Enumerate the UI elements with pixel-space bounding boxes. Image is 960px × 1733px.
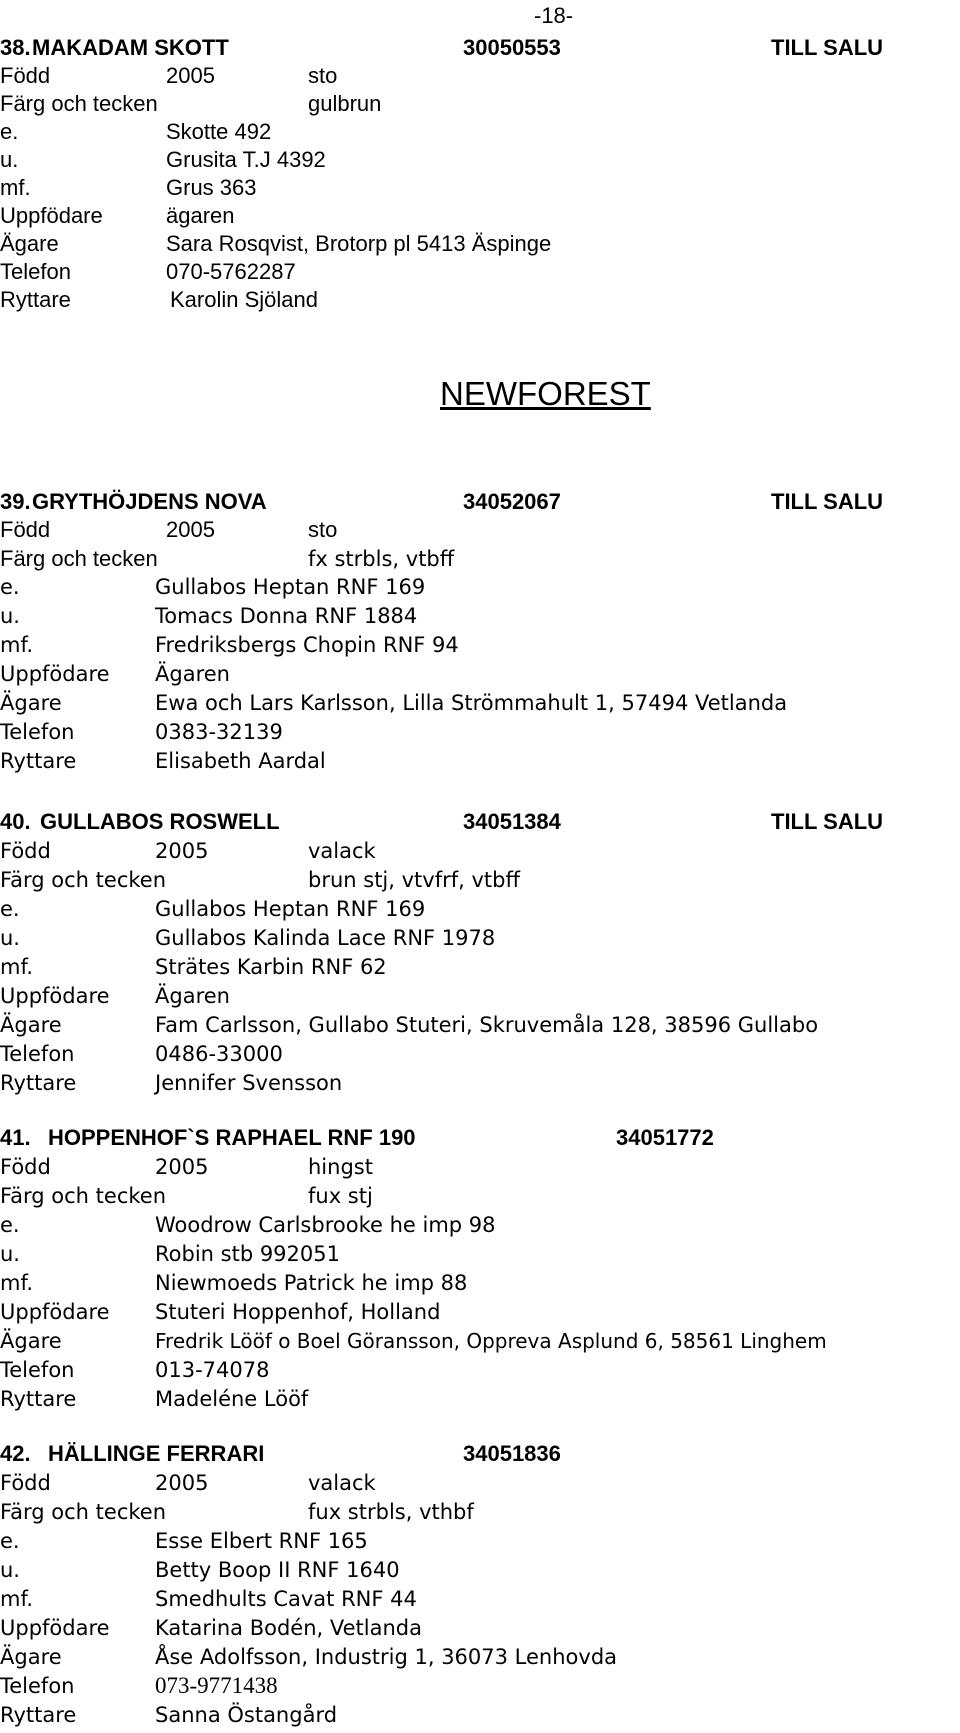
entry-number: 39.	[0, 489, 31, 514]
horse-name: HÄLLINGE FERRARI	[48, 1441, 265, 1466]
color-label: Färg och tecken	[0, 1184, 167, 1208]
rider-value: Madeléne Lööf	[155, 1387, 309, 1411]
breeder-value: Ägaren	[155, 662, 230, 686]
sex: valack	[308, 839, 376, 863]
registration-number: 34051836	[463, 1441, 561, 1466]
rider-label: Ryttare	[0, 749, 77, 773]
color-label: Färg och tecken	[0, 1500, 167, 1524]
horse-name: HOPPENHOF`S RAPHAEL RNF 190	[48, 1125, 416, 1150]
phone-value: 013-74078	[155, 1358, 270, 1382]
maternal-sire-label: mf.	[0, 1271, 33, 1295]
born-year: 2005	[155, 1155, 209, 1179]
dam-value: Robin stb 992051	[155, 1242, 340, 1266]
owner-label: Ägare	[0, 1329, 62, 1353]
phone-value: 070-5762287	[166, 259, 296, 284]
registration-number: 34052067	[463, 489, 561, 514]
rider-value: Karolin Sjöland	[170, 287, 318, 312]
sire-label: e.	[0, 1529, 20, 1553]
breeder-value: ägaren	[166, 203, 235, 228]
entry-number: 38.	[0, 35, 31, 60]
maternal-sire-label: mf.	[0, 633, 33, 657]
entry-number: 42.	[0, 1441, 31, 1466]
entry-number: 41.	[0, 1125, 31, 1150]
sale-status: TILL SALU	[771, 489, 884, 514]
sire-value: Woodrow Carlsbrooke he imp 98	[155, 1213, 496, 1237]
breeder-label: Uppfödare	[0, 662, 110, 686]
rider-label: Ryttare	[0, 287, 71, 312]
dam-label: u.	[0, 1242, 20, 1266]
breeder-label: Uppfödare	[0, 1300, 110, 1324]
maternal-sire-value: Niewmoeds Patrick he imp 88	[155, 1271, 468, 1295]
color-value: fx strbls, vtbff	[308, 547, 455, 571]
rider-value: Elisabeth Aardal	[155, 749, 326, 773]
owner-value: Fam Carlsson, Gullabo Stuteri, Skruvemåla 128, 38596 Gullabo	[155, 1013, 819, 1037]
registration-number: 34051772	[616, 1125, 714, 1150]
sire-label: e.	[0, 119, 19, 144]
color-value: gulbrun	[308, 91, 382, 116]
maternal-sire-value: Smedhults Cavat RNF 44	[155, 1587, 417, 1611]
sire-value: Skotte 492	[166, 119, 272, 144]
maternal-sire-value: Strätes Karbin RNF 62	[155, 955, 387, 979]
rider-value: Sanna Östangård	[155, 1703, 338, 1727]
color-value: fux stj	[308, 1184, 373, 1208]
owner-label: Ägare	[0, 1645, 62, 1669]
breeder-label: Uppfödare	[0, 203, 103, 228]
rider-label: Ryttare	[0, 1703, 77, 1727]
sire-value: Gullabos Heptan RNF 169	[155, 575, 426, 599]
horse-name: GRYTHÖJDENS NOVA	[32, 489, 267, 514]
sex: valack	[308, 1471, 376, 1495]
phone-label: Telefon	[0, 259, 71, 284]
owner-value: Sara Rosqvist, Brotorp pl 5413 Äspinge	[166, 231, 552, 256]
page-number: -18-	[534, 3, 574, 28]
sex: hingst	[308, 1155, 373, 1179]
dam-value: Gullabos Kalinda Lace RNF 1978	[155, 926, 496, 950]
color-label: Färg och tecken	[0, 546, 158, 571]
color-value: brun stj, vtvfrf, vtbff	[308, 868, 520, 892]
sex: sto	[308, 517, 338, 542]
born-year: 2005	[166, 63, 215, 88]
maternal-sire-label: mf.	[0, 175, 31, 200]
owner-value: Ewa och Lars Karlsson, Lilla Strömmahult 1, 57494 Vetlanda	[155, 691, 788, 715]
color-label: Färg och tecken	[0, 91, 158, 116]
phone-label: Telefon	[0, 720, 75, 744]
born-label: Född	[0, 63, 51, 88]
maternal-sire-label: mf.	[0, 955, 33, 979]
born-label: Född	[0, 517, 51, 542]
section-heading: NEWFOREST	[440, 375, 651, 412]
dam-value: Tomacs Donna RNF 1884	[155, 604, 418, 628]
breeder-value: Katarina Bodén, Vetlanda	[155, 1616, 422, 1640]
sire-label: e.	[0, 897, 20, 921]
breeder-label: Uppfödare	[0, 1616, 110, 1640]
phone-value: 0486-33000	[155, 1042, 283, 1066]
born-label: Född	[0, 839, 51, 863]
entry-number: 40.	[0, 809, 31, 834]
maternal-sire-value: Fredriksbergs Chopin RNF 94	[155, 633, 459, 657]
color-label: Färg och tecken	[0, 868, 167, 892]
owner-label: Ägare	[0, 231, 59, 256]
born-year: 2005	[155, 839, 209, 863]
phone-value: 0383-32139	[155, 720, 283, 744]
maternal-sire-label: mf.	[0, 1587, 33, 1611]
dam-label: u.	[0, 147, 19, 172]
breeder-value: Ägaren	[155, 984, 230, 1008]
horse-name: GULLABOS ROSWELL	[40, 809, 280, 834]
maternal-sire-value: Grus 363	[166, 175, 257, 200]
breeder-value: Stuteri Hoppenhof, Holland	[155, 1300, 441, 1324]
sale-status: TILL SALU	[771, 35, 884, 60]
owner-value: Fredrik Lööf o Boel Göransson, Oppreva Asplund 6, 58561 Linghem	[155, 1329, 827, 1353]
dam-value: Betty Boop II RNF 1640	[155, 1558, 400, 1582]
sire-value: Esse Elbert RNF 165	[155, 1529, 368, 1553]
phone-label: Telefon	[0, 1042, 75, 1066]
color-value: fux strbls, vthbf	[308, 1500, 474, 1524]
sire-label: e.	[0, 575, 20, 599]
registration-number: 34051384	[463, 809, 561, 834]
born-year: 2005	[155, 1471, 209, 1495]
phone-value: 073-9771438	[155, 1673, 278, 1698]
sire-label: e.	[0, 1213, 20, 1237]
born-label: Född	[0, 1471, 51, 1495]
owner-value: Åse Adolfsson, Industrig 1, 36073 Lenhovda	[155, 1645, 618, 1669]
horse-name: MAKADAM SKOTT	[32, 35, 229, 60]
dam-label: u.	[0, 1558, 20, 1582]
rider-value: Jennifer Svensson	[155, 1071, 343, 1095]
phone-label: Telefon	[0, 1358, 75, 1382]
born-label: Född	[0, 1155, 51, 1179]
sire-value: Gullabos Heptan RNF 169	[155, 897, 426, 921]
rider-label: Ryttare	[0, 1071, 77, 1095]
owner-label: Ägare	[0, 1013, 62, 1037]
registration-number: 30050553	[463, 35, 561, 60]
owner-label: Ägare	[0, 691, 62, 715]
phone-label: Telefon	[0, 1674, 75, 1698]
dam-label: u.	[0, 604, 20, 628]
dam-value: Grusita T.J 4392	[166, 147, 326, 172]
born-year: 2005	[166, 517, 215, 542]
breeder-label: Uppfödare	[0, 984, 110, 1008]
dam-label: u.	[0, 926, 20, 950]
sale-status: TILL SALU	[771, 809, 884, 834]
rider-label: Ryttare	[0, 1387, 77, 1411]
sex: sto	[308, 63, 338, 88]
